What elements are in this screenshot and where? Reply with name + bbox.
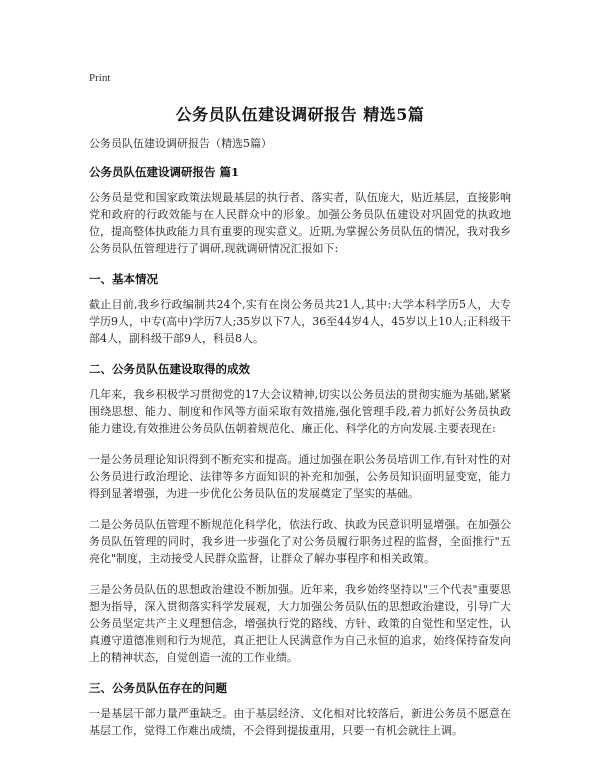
intro-paragraph: 公务员是党和国家政策法规最基层的执行者、落实者，队伍庞大，贴近基层，直接影响党和政府的行政效能与在人民群众中的形象。加强公务员队伍建设对巩固党的执政地位，提高整体执政能力具有重要的现实意义。近期,为掌握公务员队伍的情况，我对我乡公务员队伍管理进行了调研,现就调研情况汇报如下: xyxy=(89,191,511,255)
section-heading-basic-situation: 一、基本情况 xyxy=(89,272,158,286)
document-subtitle: 公务员队伍建设调研报告（精选5篇） xyxy=(89,137,272,150)
paragraph-achievements-3: 三是公务员队伍的思想政治建设不断加强。近年来，我乡始终坚持以"三个代表"重要思想为指导，深入贯彻落实科学发展观，大力加强公务员队伍的思想政治建设，引导广大公务员坚定共产主义理想信念，增强执行党的路线、方针、政策的自觉性和坚定性，认真遵守道德准则和行为规范，真正把让人民满意作为自己永恒的追求，始终保持奋发向上的精神状态，自觉创造一流的工作业绩。 xyxy=(89,583,511,664)
paragraph-problems-1: 一是基层干部力量严重缺乏。由于基层经济、文化相对比较落后，新进公务员不愿意在基层工作，觉得工作难出成绩，不会得到提拔重用，只要一有机会就往上调。 xyxy=(89,707,511,737)
paragraph-achievements-intro: 几年来，我乡积极学习贯彻党的17大会议精神,切实以公务员法的贯彻实施为基础,紧紧围绕思想、能力、制度和作风等方面采取有效措施,强化管理手段,着力抓好公务员执政能力建设,有效推进公务员队伍朝着规范化、廉正化、科学化的方向发展.主要表现在: xyxy=(89,388,511,435)
article-heading: 公务员队伍建设调研报告 篇1 xyxy=(89,165,240,179)
page-title: 公务员队伍建设调研报告 精选5篇 xyxy=(175,105,425,124)
print-link[interactable]: Print xyxy=(89,72,111,84)
paragraph-achievements-1: 一是公务员理论知识得到不断充实和提高。通过加强在职公务员培训工作,有针对性的对公务员进行政治理论、法律等多方面知识的补充和加强，公务员知识面明显变宽，能力得到显著增强，为进一步优化公务员队伍的发展奠定了坚实的基础。 xyxy=(89,453,511,500)
paragraph-achievements-2: 二是公务员队伍管理不断规范化科学化，依法行政、执政为民意识明显增强。在加强公务员队伍管理的同时，我乡进一步强化了对公务员履行职务过程的监督，全面推行"五亮化"制度，主动接受人民群众监督，让群众了解办事程序和相关政策。 xyxy=(89,518,511,565)
paragraph-basic-situation: 截止目前,我乡行政编制共24个,实有在岗公务员共21人,其中:大学本科学历5人，大专学历9人，中专(高中)学历7人;35岁以下7人，36至44岁4人，45岁以上10人;正科级干部4人，副科级干部9人，科员8人。 xyxy=(89,298,511,345)
section-heading-achievements: 二、公务员队伍建设取得的成效 xyxy=(89,362,250,376)
section-heading-problems: 三、公务员队伍存在的问题 xyxy=(89,681,227,695)
